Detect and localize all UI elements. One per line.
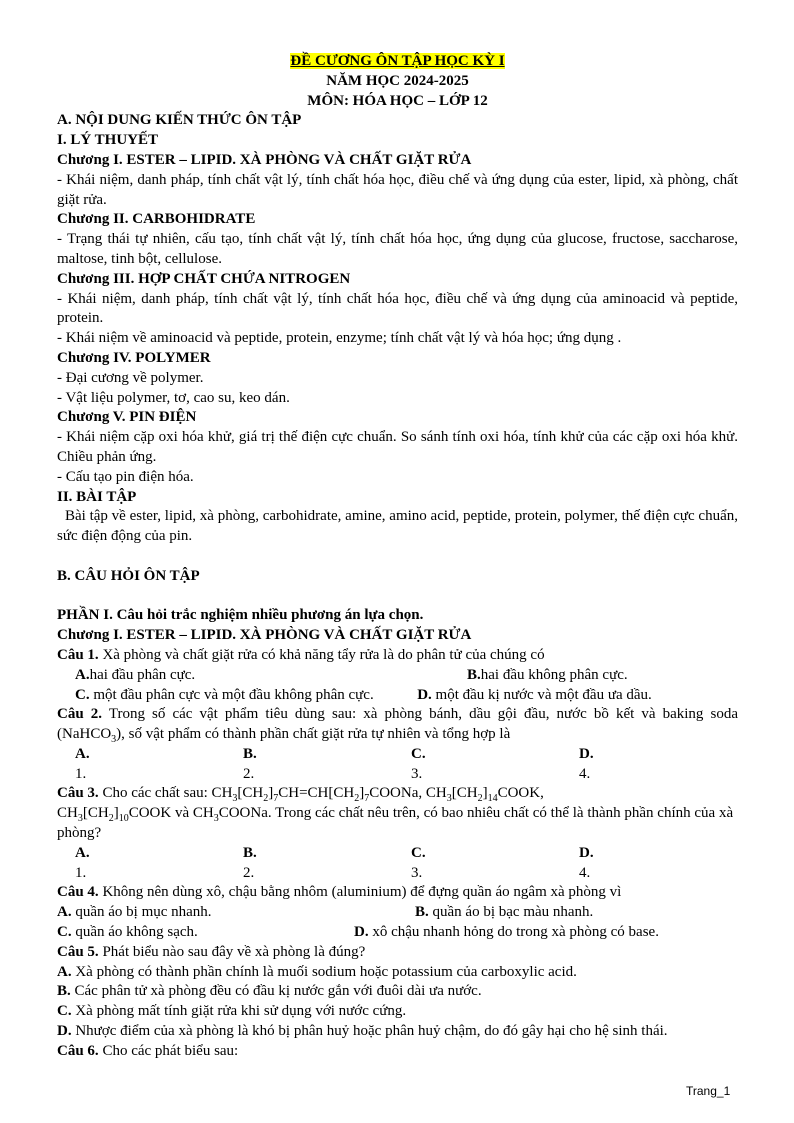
- question-4-options-ab: [57, 903, 738, 923]
- question-5-option-c: C. Xà phòng mất tính giặt rửa khi sử dụng với nước cứng.: [57, 1003, 407, 1020]
- chapter-3-title: Chương III. HỢP CHẤT CHỨA NITROGEN: [57, 270, 351, 287]
- question-1-options-cd: [57, 686, 738, 706]
- option-c: C. quần áo không sạch.: [57, 924, 198, 941]
- option-b: B. quần áo bị bạc màu nhanh.: [415, 904, 594, 921]
- question-4-options-cd: [57, 923, 738, 943]
- option-b: B.hai đầu không phân cực.: [467, 666, 628, 683]
- option-b: B.2.: [243, 745, 257, 782]
- school-year: NĂM HỌC 2024-2025: [326, 72, 469, 89]
- option-a: A.hai đầu phân cực.: [75, 666, 196, 683]
- chapter-3-content-1: - Khái niệm, danh pháp, tính chất vật lý, tính chất hóa học, điều chế và ứng dụng của aminoacid và peptide, protein.: [57, 290, 738, 327]
- chapter-5-content-2: - Cấu tạo pin điện hóa.: [57, 468, 194, 485]
- chapter-4-content-2: - Vật liệu polymer, tơ, cao su, keo dán.: [57, 389, 290, 406]
- part-1-heading: PHẦN I. Câu hỏi trắc nghiệm nhiều phương án lựa chọn.: [57, 607, 424, 624]
- chapter-2-title: Chương II. CARBOHIDRATE: [57, 211, 256, 228]
- question-2: Câu 2. Trong số các vật phẩm tiêu dùng sau: xà phòng bánh, dầu gội đầu, nước bồ kết và baking soda (NaHCO$_3$), số vật phẩm có thành phần chất giặt rửa tự nhiên và tổng hợp là: [57, 706, 738, 746]
- option-c: C. một đầu phân cực và một đầu không phân cực.: [75, 686, 374, 703]
- exercise-heading: II. BÀI TẬP: [57, 488, 137, 505]
- questions-chapter-1-title: Chương I. ESTER – LIPID. XÀ PHÒNG VÀ CHẤT GIẶT RỬA: [57, 627, 472, 644]
- section-b-heading: B. CÂU HỎI ÔN TẬP: [57, 567, 200, 584]
- subject-line: MÔN: HÓA HỌC – LỚP 12: [307, 92, 488, 109]
- section-a-heading: A. NỘI DUNG KIẾN THỨC ÔN TẬP: [57, 112, 302, 129]
- option-d: D. một đầu kị nước và một đầu ưa dầu.: [417, 686, 652, 703]
- document-title: ĐỀ CƯƠNG ÔN TẬP HỌC KỲ I: [290, 53, 505, 69]
- question-5-option-d: D. Nhược điểm của xà phòng là khó bị phân huỷ hoặc phân huỷ chậm, do đó gây hại cho hệ sinh thái.: [57, 1023, 668, 1040]
- document-page: [57, 52, 738, 1062]
- question-1-options-ab: [57, 666, 738, 686]
- question-5-option-b: B. Các phân tử xà phòng đều có đầu kị nước gắn với đuôi dài ưa nước.: [57, 983, 482, 1000]
- chapter-2-content: - Trạng thái tự nhiên, cấu tạo, tính chất vật lý, tính chất hóa học, ứng dụng của glucose, fructose, saccharose, maltose, tinh bột, cellulose.: [57, 231, 738, 267]
- question-2-options: [57, 745, 738, 785]
- option-c: C.3.: [411, 745, 426, 782]
- page-number: Trang_1: [686, 1084, 731, 1098]
- option-d: D. xô chậu nhanh hỏng do trong xà phòng có base.: [354, 924, 659, 941]
- chapter-3-content-2: - Khái niệm về aminoacid và peptide, protein, enzyme; tính chất vật lý và hóa học; ứng dụng .: [57, 330, 622, 347]
- option-b: B.2.: [243, 844, 257, 881]
- chapter-1-title: Chương I. ESTER – LIPID. XÀ PHÒNG VÀ CHẤT GIẶT RỬA: [57, 151, 472, 168]
- option-a: A.1.: [75, 745, 90, 782]
- question-3: Câu 3. Cho các chất sau: $CH_3[CH_2]_7CH=CH[CH_2]_7COONa$, $CH_3[CH_2]_{14}COOK$, $CH_3[CH_2]_{10}COOK$ và $CH_3COONa$. Trong các chất nêu trên, có bao nhiêu chất có thể là thành phần chính của xà phòng?: [57, 785, 734, 842]
- question-6: Câu 6. Cho các phát biểu sau:: [57, 1042, 239, 1059]
- option-d: D.4.: [579, 745, 594, 782]
- option-a: A. quần áo bị mục nhanh.: [57, 904, 212, 921]
- question-1: Câu 1. Xà phòng và chất giặt rửa có khả năng tẩy rửa là do phân tử của chúng có: [57, 646, 545, 663]
- chapter-4-title: Chương IV. POLYMER: [57, 349, 211, 366]
- chapter-1-content: - Khái niệm, danh pháp, tính chất vật lý, tính chất hóa học, điều chế và ứng dụng của ester, lipid, xà phòng, chất giặt rửa.: [57, 171, 738, 208]
- theory-heading: I. LÝ THUYẾT: [57, 132, 159, 149]
- exercise-content: Bài tập về ester, lipid, xà phòng, carbohidrate, amine, amino acid, peptide, protein, polymer, thế điện cực chuẩn, sức điện động của pin.: [57, 508, 738, 545]
- option-a: A.1.: [75, 844, 90, 881]
- question-5: Câu 5. Phát biểu nào sau đây về xà phòng là đúng?: [57, 943, 366, 960]
- chapter-5-content-1: - Khái niệm cặp oxi hóa khử, giá trị thế điện cực chuẩn. So sánh tính oxi hóa, tính khử của các cặp oxi hóa khử. Chiều phản ứng.: [57, 429, 738, 465]
- question-5-option-a: A. Xà phòng có thành phần chính là muối sodium hoặc potassium của carboxylic acid.: [57, 963, 577, 980]
- chapter-4-content-1: - Đại cương về polymer.: [57, 369, 204, 386]
- question-4: Câu 4. Không nên dùng xô, chậu bằng nhôm (aluminium) để đựng quần áo ngâm xà phòng vì: [57, 884, 622, 901]
- option-c: C.3.: [411, 844, 426, 881]
- question-3-options: [57, 844, 738, 884]
- chapter-5-title: Chương V. PIN ĐIỆN: [57, 409, 197, 426]
- option-d: D.4.: [579, 844, 594, 881]
